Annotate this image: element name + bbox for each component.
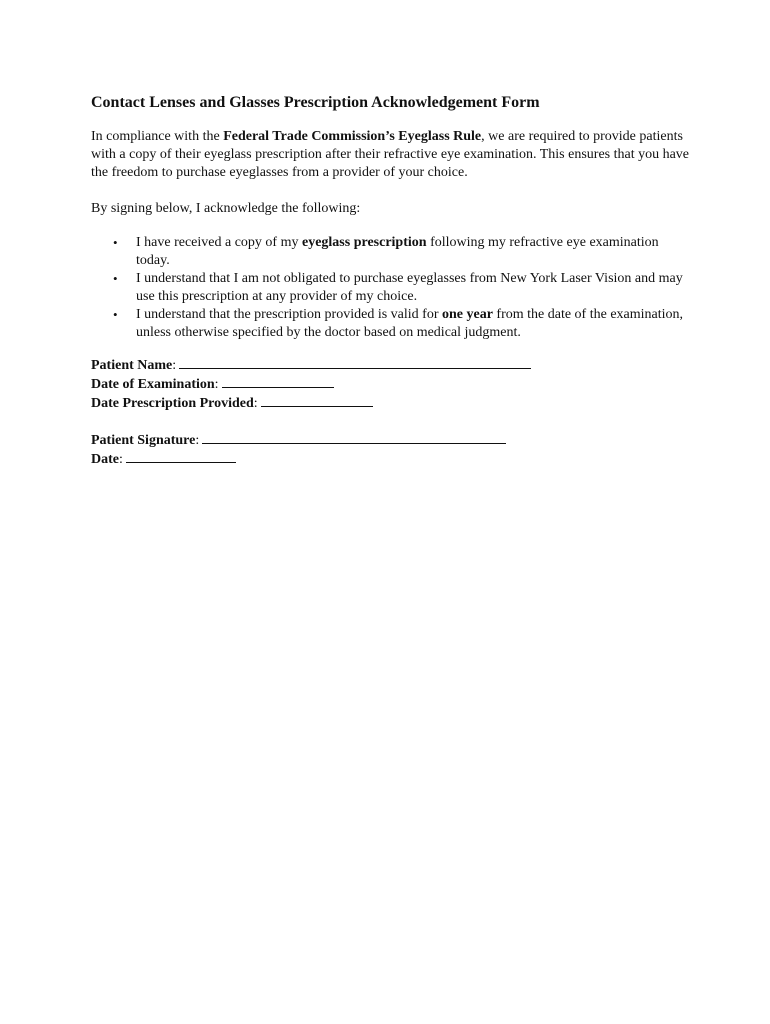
patient-signature-row [91,431,691,450]
date-prescription-provided-field[interactable] [261,394,373,407]
date-of-examination-field[interactable] [222,375,334,388]
field-separator: : [172,358,177,373]
form-document [91,92,691,469]
patient-signature-label: Patient Signature [91,433,196,448]
rule-name: Federal Trade Commission’s Eyeglass Rule [223,129,482,144]
patient-name-row [91,356,691,375]
acknowledgement-item [91,234,691,270]
form-title: Contact Lenses and Glasses Prescription Acknowledgement Form [91,94,540,111]
date-row [91,450,691,469]
field-group-gap [91,413,691,431]
date-prescription-provided-row [91,394,691,413]
intro-paragraph [91,128,691,182]
ack-text-start: I understand that I am not obligated to purchase eyeglasses from New York Laser Vision and may use this prescription at any provider of my choice. [136,271,683,304]
intro-text-end: , we are required to provide patients with a copy of their eyeglass prescription after their refractive eye examination. This ensures that you have the freedom to purchase eyeglasses from a provider of your choice. [91,129,690,180]
field-separator: : [214,377,219,392]
date-prescription-provided-label: Date Prescription Provided [91,396,254,411]
intro-text-start: In compliance with the [91,129,224,144]
date-of-examination-row [91,375,691,394]
field-separator: : [253,396,258,411]
field-separator: : [195,433,200,448]
ack-text-end: following my refractive eye examination today. [136,235,659,268]
patient-name-field[interactable] [179,356,531,369]
ack-bold-term: eyeglass prescription [301,235,427,250]
acknowledgement-item [91,270,691,306]
field-separator: : [119,452,123,467]
ack-text-start: I understand that the prescription provided is valid for [136,307,442,322]
signature-fields [91,356,691,469]
date-of-examination-label: Date of Examination [91,377,215,392]
patient-name-label: Patient Name [91,358,173,373]
date-field[interactable] [126,450,236,463]
date-label: Date [91,452,119,467]
ack-text-start: I have received a copy of my [136,235,302,250]
patient-signature-field[interactable] [202,431,506,444]
acknowledgement-list [91,234,691,342]
bullet-icon: • [113,307,118,322]
acknowledge-lead-in: By signing below, I acknowledge the following: [91,201,361,216]
ack-bold-term: one year [441,307,493,322]
bullet-icon: • [113,235,118,250]
bullet-icon: • [113,271,118,286]
acknowledgement-item [91,306,691,342]
ack-text-end: from the date of the examination, unless otherwise specified by the doctor based on medical judgment. [136,307,684,340]
